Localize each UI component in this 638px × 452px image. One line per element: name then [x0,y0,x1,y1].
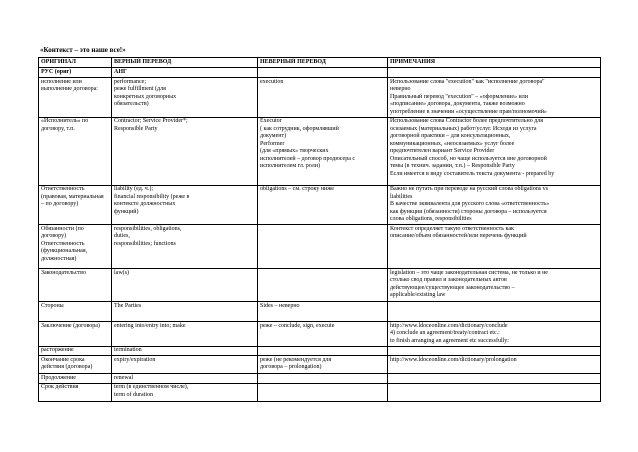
cell-notes: Контекст определяет такую ответственность как описание/объем обязанностей/или перечень функций [388,225,601,269]
table-row [39,322,601,347]
cell-notes: Использование слова "execution" как "исполнение договора" неверно Правильный перевод "execution" – «оформление» или «подписание» договора, документа, также возможно употребление в значении «осуществление прав/полномочий» [388,78,601,118]
table-row [39,117,601,185]
cell-correct: termination [112,346,258,356]
subheader-original: РУС (ориг) [39,68,112,78]
cell-original: «Исполнитель» по договору, т.п. [39,117,112,185]
translation-table [38,57,601,402]
subheader-correct: АНГ [112,68,258,78]
table-row [39,78,601,118]
table-row [39,346,601,356]
cell-notes: Важно не путать при переводе на русский слова obligations vs liabilities В качестве эквивалента для русского слова «ответственность» как функции (обязанности) стороны договора – используется слова obligations, responsibilities [388,185,601,225]
cell-incorrect [258,269,388,302]
table-row [39,225,601,269]
cell-original: Заключение (договора) [39,322,112,347]
header-incorrect: НЕВЕРНЫЙ ПЕРЕВОД [258,58,388,68]
cell-correct: term (в единственном числе), term of duration [112,383,258,401]
cell-notes: http://www.ldoceonline.com/dictionary/conclude 4) conclude an agreement/treaty/contract etc.: to finish arranging an agreement etc successfully: [388,322,601,347]
cell-incorrect [258,225,388,269]
cell-notes [388,302,601,322]
header-original: ОРИГИНАЛ [39,58,112,68]
header-notes: ПРИМЕЧАНИЯ [388,58,601,68]
cell-original: Продолжение [39,374,112,384]
cell-correct: responsibilities, obligations, duties, responsibilities; functions [112,225,258,269]
subheader-notes [388,68,601,78]
cell-correct: law(s) [112,269,258,302]
cell-original: Окончание срока действия (договора) [39,356,112,374]
cell-original: Срок действия [39,383,112,401]
cell-correct: entering into/entry into; make [112,322,258,347]
cell-original: Законодательство [39,269,112,302]
table-row [39,269,601,302]
cell-original: Ответственность (правовая, материальная – по договору) [39,185,112,225]
cell-correct: expiry/expiration [112,356,258,374]
header-correct: ВЕРНЫЙ ПЕРЕВОД [112,58,258,68]
cell-original: исполнение или выполнение договора: [39,78,112,118]
cell-incorrect [258,383,388,401]
cell-original: расторжение [39,346,112,356]
cell-notes [388,374,601,384]
table-row [39,356,601,374]
table-row [39,185,601,225]
cell-correct: performance; реже fulfillment (для конкретных договорных обязательств) [112,78,258,118]
cell-incorrect [258,374,388,384]
cell-incorrect: execution [258,78,388,118]
cell-notes [388,383,601,401]
header-row [39,58,601,68]
cell-incorrect: реже (не рекомендуется для договора – prolongation) [258,356,388,374]
cell-correct: liability (ед. ч.); financial responsibility (реже в контексте должностных функций) [112,185,258,225]
cell-incorrect [258,346,388,356]
cell-correct: The Parties [112,302,258,322]
table-row [39,374,601,384]
cell-notes: legislation – это чаще законодательная система, не только и не столько свод правил и законодательных актов действующее/существующее законодательство – applicable/existing law [388,269,601,302]
subheader-row [39,68,601,78]
table-row [39,302,601,322]
cell-notes: Использование слова Contractor более предпочтительно для осязаемых (материальных) работ/услуг. Исходя из услуга договорной практики – для консультационных, коммуникационных, «неосязаемых» услуг более предпочтителен вариант Service Provider Описательный способ, но чаще используется вне договорной темы (в технич. задании, т.п.) – Responsible Party Если имеется в виду составитель текста документа - prepared by [388,117,601,185]
cell-notes: http://www.ldoceonline.com/dictionary/prolongation [388,356,601,374]
table-row [39,383,601,401]
cell-original: Стороны [39,302,112,322]
cell-incorrect: реже – conclude, sign, execute [258,322,388,347]
cell-notes [388,346,601,356]
subheader-incorrect [258,68,388,78]
cell-correct: Contractor; Service Provider*; Responsible Party [112,117,258,185]
cell-incorrect: Sides – неверно [258,302,388,322]
cell-incorrect: Executor ( как сотрудник, оформлявший документ) Performer (для «прямых» творческих исполнителей – договор продюсера с исполнителем гл. роли) [258,117,388,185]
document-title: «Контекст – это наше все!» [40,46,126,54]
cell-original: Обязанности (по договору) Ответственность (функциональная, должностная) [39,225,112,269]
cell-correct: renewal [112,374,258,384]
cell-incorrect: obligations – см. строку ниже [258,185,388,225]
